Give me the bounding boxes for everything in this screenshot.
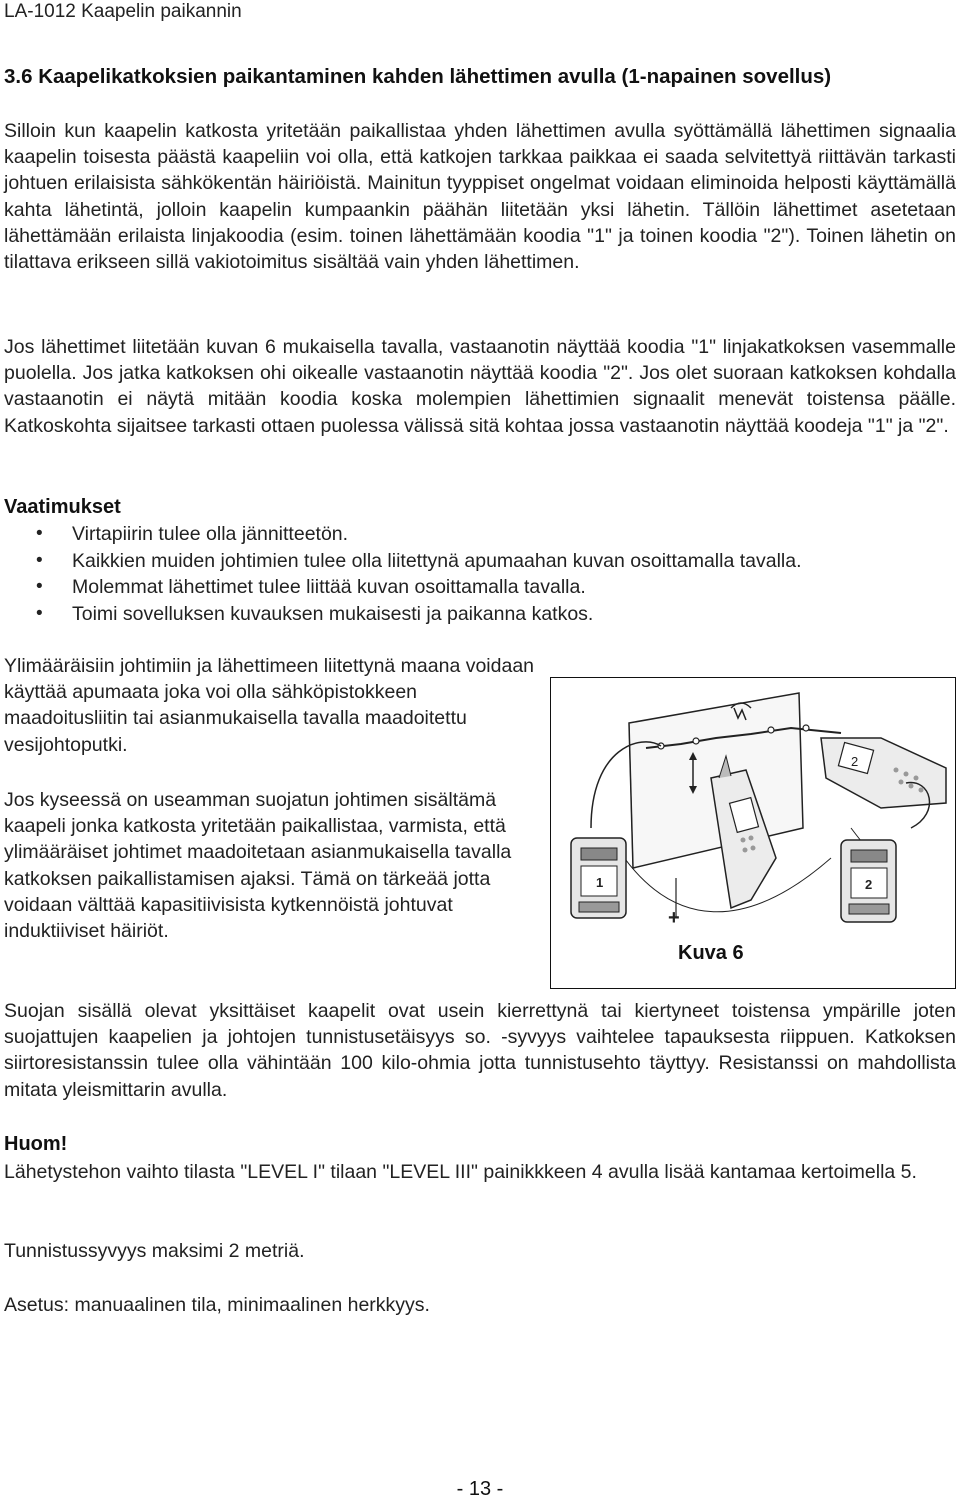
requirements-heading: Vaatimukset (4, 496, 121, 518)
requirement-text: Virtapiirin tulee olla jännitteetön. (72, 523, 349, 545)
list-item (0, 574, 802, 601)
section-title: 3.6 Kaapelikatkoksien paikantaminen kahden lähettimen avulla (1-napainen sovellus) (4, 65, 832, 88)
transmitter-1 (571, 838, 626, 918)
bullet-icon: • (36, 549, 43, 571)
setting-paragraph: Asetus: manuaalinen tila, minimaalinen herkkyys. (4, 1294, 430, 1316)
depth-paragraph: Tunnistussyvyys maksimi 2 metriä. (4, 1240, 305, 1262)
note-heading: Huom! (4, 1133, 68, 1155)
list-item (0, 601, 802, 628)
grounding-paragraph: Ylimääräisiin johtimiin ja lähettimeen liitettynä maana voidaan käyttää apumaata joka voi olla sähköpistokkeen maadoitusliitin tai asianmukaisella tavalla maadoitettu vesijohtoputki. (4, 655, 535, 756)
requirement-text: Kaikkien muiden johtimien tulee olla liitettynä apumaahan kuvan osoittamalla tavalla. (72, 549, 802, 572)
transmitter-1-label: 1 (596, 875, 604, 890)
figure-caption: Kuva 6 (678, 942, 744, 964)
receiver-code: 2 (851, 754, 859, 769)
requirement-text: Molemmat lähettimet tulee liittää kuvan osoittamalla tavalla. (72, 576, 586, 598)
transmitter-2 (841, 840, 896, 922)
intro-paragraph: Silloin kun kaapelin katkosta yritetään paikallistaa yhden lähettimen avulla syöttämällä lähettimen signaalia kaapelin toisesta päästä kaapeliin voi olla, että katkojen tarkkaa paikkaa ei saada selvitettyä riittävän tarkasti johtuen erilaisista sähkökentän häiriöistä. Mainitun tyyppiset ongelmat voidaan eliminoida helposti käyttämällä kahta lähetintä, jolloin kaapelin kumpaankin päähän liitetään yksi lähetin. Tällöin lähettimet asetetaan lähettämään erilaista linjakoodia (esim. toinen lähettämään koodia "1" ja toinen koodia "2"). Toinen lähetin on tilattava erikseen sillä vakiotoimitus sisältää vain yhden lähettimen. (4, 120, 956, 274)
page-number: - 13 - (456, 1478, 504, 1500)
requirements-list (0, 521, 802, 627)
document-header: LA-1012 Kaapelin paikannin (4, 1, 242, 22)
shielded-cable-paragraph: Jos kyseessä on useamman suojatun johtimen sisältämä kaapeli jonka katkosta yritetään paikallistaa, varmista, että ylimääräiset johtimet maadoitetaan asianmukaisella tavalla katkoksen paikallistamisen ajaksi. Tämä on tärkeää jotta voidaan välttää kapasitiivisista kytkennöistä johtuvat induktiiviset häiriöt. (4, 789, 512, 943)
list-item (0, 548, 802, 575)
figure-reference-paragraph: Jos lähettimet liitetään kuvan 6 mukaisella tavalla, vastaanotin näyttää koodia "1" linjakatkoksen vasemmalle puolella. Jos jatka katkoksen ohi oikealle vastaanotin näyttää koodia "2". Jos olet suoraan katkoksen kohdalla vastaanotin ei näytä mitään koodia koska molempien lähettimien signaalit menevät toistensa päälle. Katkoskohta sijaitsee tarkasti ottaen puolessa välissä sitä kohtaa jossa vastaanotin näyttää koodeja "1" ja "2". (4, 336, 956, 437)
ground-icon: + (668, 907, 680, 929)
cable-locator-illustration (551, 678, 955, 988)
power-level-paragraph: Lähetystehon vaihto tilasta "LEVEL I" tilaan "LEVEL III" painikkkeen 4 avulla lisää kantamaa kertoimella 5. (4, 1161, 917, 1183)
bullet-icon: • (36, 523, 43, 544)
figure-6 (550, 677, 956, 989)
twisted-cables-paragraph: Suojan sisällä olevat yksittäiset kaapelit ovat usein kierrettynä tai kiertyneet toistensa ympärille joten suojattujen kaapelien ja johtojen tunnistusetäisyys so. -syvyys vaihtelee tapauksesta riippuen. Katkoksen siirtoresistanssin tulee olla vähintään 100 kilo-ohmia jotta tunnistusehto täyttyy. Resistanssi on mahdollista mitata yleismittarin avulla. (4, 1000, 956, 1101)
bullet-icon: • (36, 576, 43, 597)
bullet-icon: • (36, 602, 43, 624)
transmitter-2-label: 2 (865, 877, 873, 892)
receiver-top-device (821, 738, 946, 808)
list-item (0, 521, 802, 548)
requirement-text: Toimi sovelluksen kuvauksen mukaisesti ja paikanna katkos. (72, 602, 594, 625)
